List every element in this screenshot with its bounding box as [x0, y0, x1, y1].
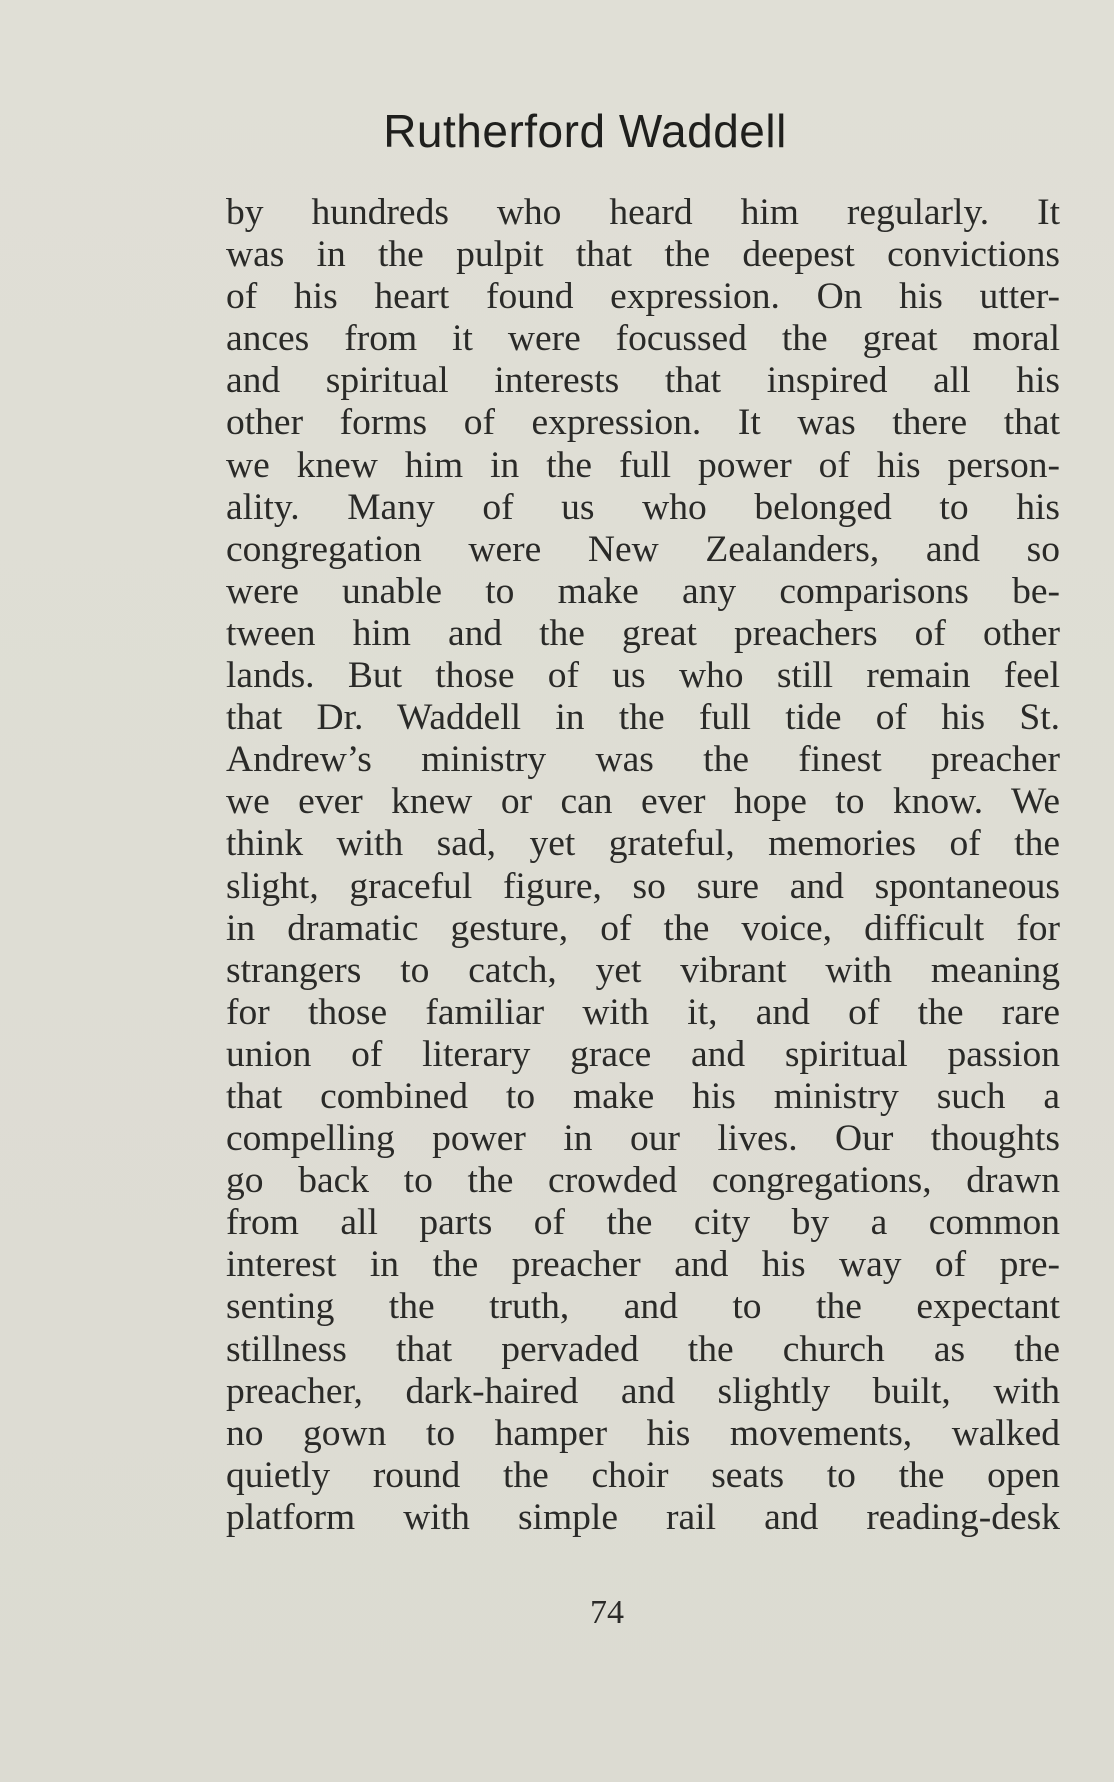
- text-line: stillness that pervaded the church as the: [226, 1328, 1060, 1370]
- text-line: union of literary grace and spiritual passion: [226, 1033, 1060, 1075]
- text-line: other forms of expression. It was there that: [226, 402, 1060, 444]
- text-line: ances from it were focussed the great moral: [226, 318, 1060, 360]
- text-line: compelling power in our lives. Our thoughts: [226, 1118, 1060, 1160]
- text-line: and spiritual interests that inspired all his: [226, 360, 1060, 402]
- text-line: of his heart found expression. On his utter-: [226, 276, 1060, 318]
- text-line: think with sad, yet grateful, memories of the: [226, 823, 1060, 865]
- text-line: from all parts of the city by a common: [226, 1202, 1060, 1244]
- text-line: congregation were New Zealanders, and so: [226, 528, 1060, 570]
- text-line: that combined to make his ministry such a: [226, 1075, 1060, 1117]
- text-line: we knew him in the full power of his person-: [226, 444, 1060, 486]
- text-line: lands. But those of us who still remain feel: [226, 655, 1060, 697]
- text-line: by hundreds who heard him regularly. It: [226, 192, 1060, 233]
- text-line: ality. Many of us who belonged to his: [226, 486, 1060, 528]
- text-line: platform with simple rail and reading-desk: [226, 1496, 1060, 1538]
- page-number: 74: [590, 1594, 624, 1631]
- text-line: senting the truth, and to the expectant: [226, 1286, 1060, 1328]
- text-line: tween him and the great preachers of other: [226, 612, 1060, 654]
- body-text: [226, 192, 1060, 1539]
- text-line: we ever knew or can ever hope to know. We: [226, 781, 1060, 823]
- text-line: were unable to make any comparisons be-: [226, 570, 1060, 612]
- text-line: preacher, dark-haired and slightly built, with: [226, 1370, 1060, 1412]
- text-line: interest in the preacher and his way of pre-: [226, 1244, 1060, 1286]
- text-line: was in the pulpit that the deepest convictions: [226, 234, 1060, 276]
- text-line: in dramatic gesture, of the voice, difficult for: [226, 907, 1060, 949]
- text-line: no gown to hamper his movements, walked: [226, 1412, 1060, 1454]
- text-line: that Dr. Waddell in the full tide of his St.: [226, 697, 1060, 739]
- text-line: go back to the crowded congregations, drawn: [226, 1160, 1060, 1202]
- text-line: slight, graceful figure, so sure and spontaneous: [226, 865, 1060, 907]
- text-line: quietly round the choir seats to the open: [226, 1454, 1060, 1496]
- text-line: Andrew’s ministry was the finest preacher: [226, 739, 1060, 781]
- running-title: Rutherford Waddell: [383, 105, 787, 157]
- text-line: strangers to catch, yet vibrant with meaning: [226, 949, 1060, 991]
- text-line: for those familiar with it, and of the rare: [226, 991, 1060, 1033]
